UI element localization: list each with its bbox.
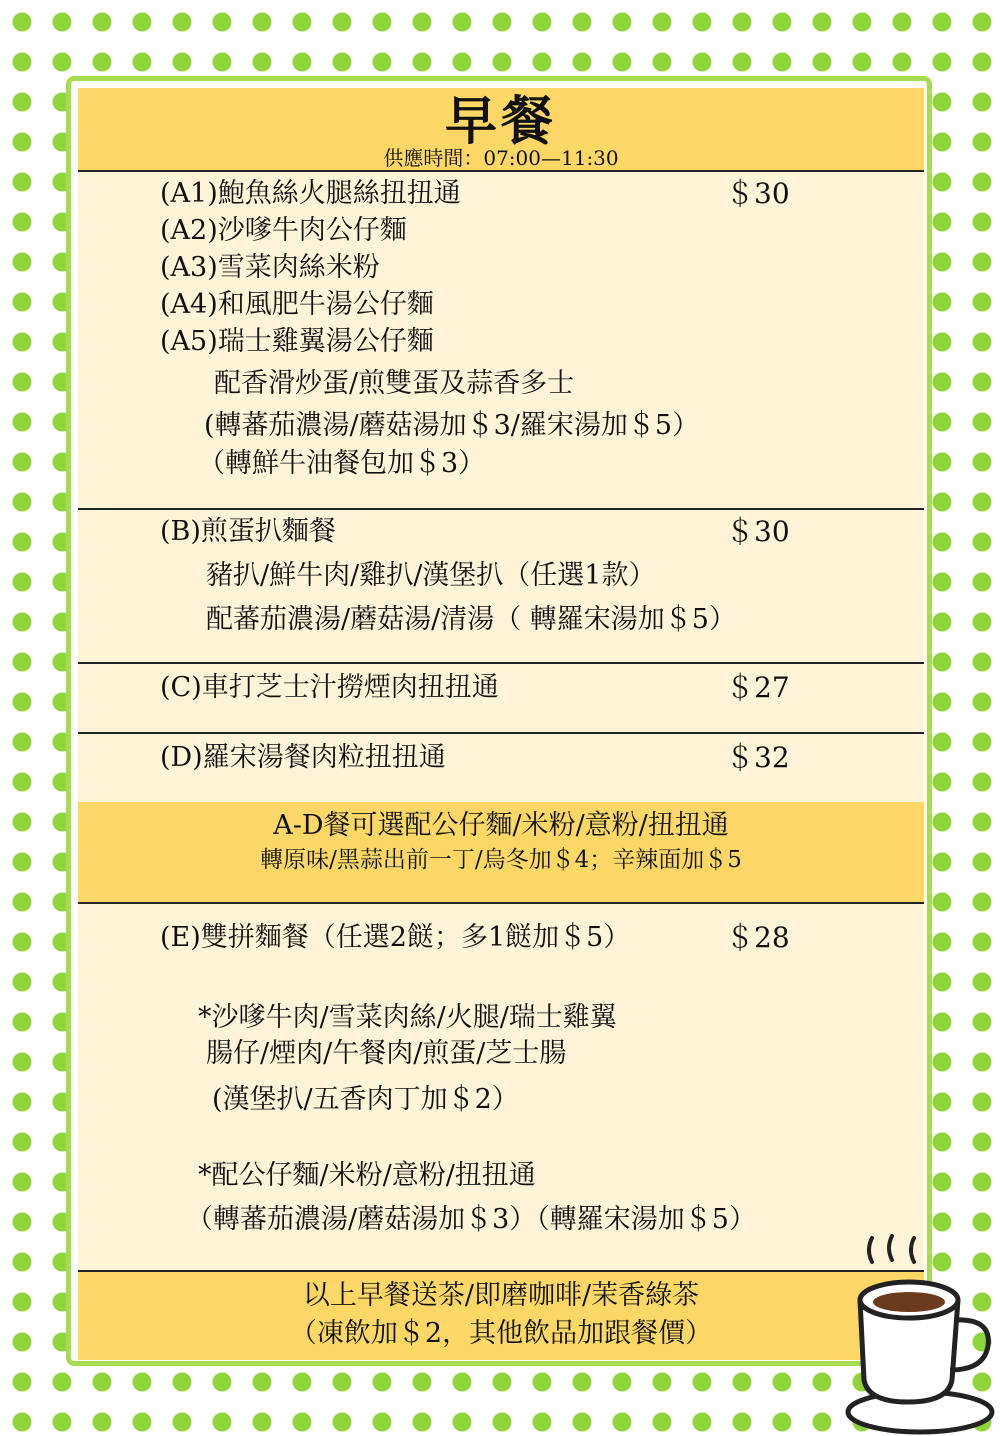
item-a1: (A1)鮑魚絲火腿絲扭扭通 <box>160 178 461 209</box>
note-e-extra: (漢堡扒/五香肉丁加＄2） <box>212 1084 519 1115</box>
divider <box>78 170 924 172</box>
item-a5: (A5)瑞士雞翼湯公仔麵 <box>160 326 434 357</box>
divider <box>78 732 924 734</box>
footer-drinks: 以上早餐送茶/即磨咖啡/茉香綠茶 <box>302 1280 700 1311</box>
item-d: (D)羅宋湯餐肉粒扭扭通 <box>160 742 446 773</box>
item-a4: (A4)和風肥牛湯公仔麵 <box>160 289 434 320</box>
price-d: ＄32 <box>726 741 790 774</box>
note-b-soup: 配蕃茄濃湯/蘑菇湯/清湯（ 轉羅宋湯加＄5） <box>206 604 736 635</box>
divider <box>78 508 924 510</box>
divider <box>78 902 924 904</box>
noodle-options: A-D餐可選配公仔麵/米粉/意粉/扭扭通 <box>273 810 729 841</box>
item-b: (B)煎蛋扒麵餐 <box>160 516 336 547</box>
note-a-soup: (轉蕃茄濃湯/蘑菇湯加＄3/羅宋湯加＄5） <box>204 410 700 441</box>
item-e: (E)雙拼麵餐（任選2餸；多1餸加＄5） <box>160 922 631 953</box>
note-a-side: 配香滑炒蛋/煎雙蛋及蒜香多士 <box>214 368 575 399</box>
item-a3: (A3)雪菜肉絲米粉 <box>160 252 380 283</box>
price-e: ＄28 <box>726 921 790 954</box>
price-b: ＄30 <box>726 515 790 548</box>
note-a-bread: （轉鮮牛油餐包加＄3） <box>198 448 486 479</box>
price-c: ＄27 <box>726 671 790 704</box>
footer-drink-surcharge: （凍飲加＄2，其他飲品加跟餐價） <box>289 1318 713 1349</box>
note-e-toppings-2: 腸仔/煙肉/午餐肉/煎蛋/芝士腸 <box>206 1038 567 1069</box>
note-e-soup: （轉蕃茄濃湯/蘑菇湯加＄3）（轉羅宋湯加＄5） <box>186 1204 756 1235</box>
item-c: (C)車打芝士汁撈煙肉扭扭通 <box>160 672 499 703</box>
breakfast-menu <box>78 88 924 1360</box>
menu-title: 早餐 <box>444 91 557 152</box>
divider <box>78 662 924 664</box>
note-e-toppings-1: *沙嗲牛肉/雪菜肉絲/火腿/瑞士雞翼 <box>198 1002 617 1033</box>
noodle-upgrades: 轉原味/黑蒜出前一丁/烏冬加＄4；辛辣面加＄5 <box>260 847 742 873</box>
note-e-noodle: *配公仔麵/米粉/意粉/扭扭通 <box>198 1160 536 1191</box>
price-a: ＄30 <box>726 177 790 210</box>
note-b-meat: 豬扒/鮮牛肉/雞扒/漢堡扒（任選1款） <box>206 560 656 591</box>
service-hours: 供應時間：07:00—11:30 <box>383 146 619 170</box>
item-a2: (A2)沙嗲牛肉公仔麵 <box>160 215 407 246</box>
coffee-cup-icon <box>842 1230 1000 1436</box>
